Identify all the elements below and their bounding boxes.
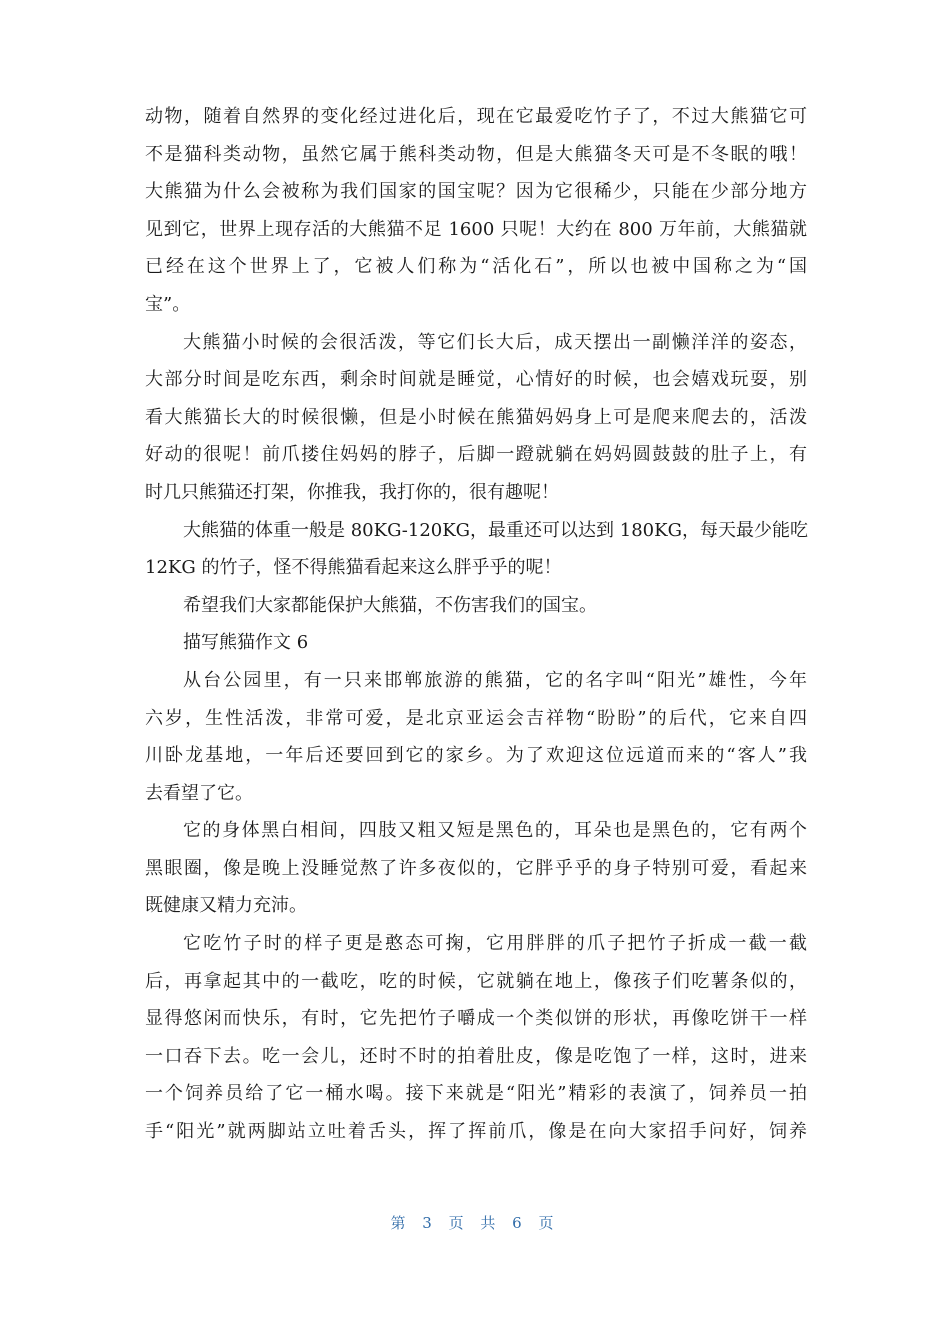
text-line: 希望我们大家都能保护大熊猫，不伤害我们的国宝。 xyxy=(183,594,597,616)
text-line: 它吃竹子时的样子更是憨态可掬，它用胖胖的爪子把竹子折成一截一截 xyxy=(183,933,807,955)
text-line: 12KG 的竹子，怪不得熊猫看起来这么胖乎乎的呢！ xyxy=(145,557,562,579)
text-line: 后，再拿起其中的一截吃，吃的时候，它就躺在地上，像孩子们吃薯条似的， xyxy=(145,970,807,992)
text-line: 川卧龙基地，一年后还要回到它的家乡。为了欢迎这位远道而来的“客人”我 xyxy=(145,745,807,767)
page-number-footer: 第 3 页 共 6 页 xyxy=(390,1214,560,1232)
text-line: 不是猫科类动物，虽然它属于熊科类动物，但是大熊猫冬天可是不冬眠的哦！ xyxy=(145,143,807,165)
text-line: 去看望了它。 xyxy=(145,782,253,804)
document-body xyxy=(145,98,807,1151)
text-line: 已经在这个世界上了，它被人们称为“活化石”，所以也被中国称之为“国 xyxy=(145,256,807,278)
text-line: 一口吞下去。吃一会儿，还时不时的拍着肚皮，像是吃饱了一样，这时，进来 xyxy=(145,1045,807,1067)
text-line: 好动的很呢！前爪搂住妈妈的脖子，后脚一蹬就躺在妈妈圆鼓鼓的肚子上，有 xyxy=(145,444,807,466)
text-line: 手“阳光”就两脚站立吐着舌头，挥了挥前爪，像是在向大家招手问好，饲养 xyxy=(145,1121,807,1143)
text-line: 既健康又精力充沛。 xyxy=(145,895,307,917)
text-line: 时几只熊猫还打架，你推我，我打你的，很有趣呢！ xyxy=(145,481,559,503)
text-line: 显得悠闲而快乐，有时，它先把竹子嚼成一个类似饼的形状，再像吃饼干一样 xyxy=(145,1008,807,1030)
text-line: 大熊猫的体重一般是 80KG-120KG，最重还可以达到 180KG，每天最少能吃 xyxy=(183,519,808,541)
text-line: 大熊猫为什么会被称为我们国家的国宝呢？因为它很稀少，只能在少部分地方 xyxy=(145,181,807,203)
text-line: 看大熊猫长大的时候很懒，但是小时候在熊猫妈妈身上可是爬来爬去的，活泼 xyxy=(145,406,807,428)
text-line: 从台公园里，有一只来邯郸旅游的熊猫，它的名字叫“阳光”雄性，今年 xyxy=(183,669,807,691)
text-line: 黑眼圈，像是晚上没睡觉熬了许多夜似的，它胖乎乎的身子特别可爱，看起来 xyxy=(145,857,807,879)
text-line: 一个饲养员给了它一桶水喝。接下来就是“阳光”精彩的表演了，饲养员一拍 xyxy=(145,1083,807,1105)
text-line: 见到它，世界上现存活的大熊猫不足 1600 只呢！大约在 800 万年前，大熊猫就 xyxy=(145,218,807,240)
text-line: 六岁，生性活泼，非常可爱，是北京亚运会吉祥物“盼盼”的后代，它来自四 xyxy=(145,707,807,729)
text-line: 它的身体黑白相间，四肢又粗又短是黑色的，耳朵也是黑色的，它有两个 xyxy=(183,820,807,842)
text-line: 大部分时间是吃东西，剩余时间就是睡觉，心情好的时候，也会嬉戏玩耍，别 xyxy=(145,369,807,391)
section-heading: 描写熊猫作文 6 xyxy=(183,632,309,654)
text-line: 宝”。 xyxy=(145,293,191,315)
text-line: 动物，随着自然界的变化经过进化后，现在它最爱吃竹子了，不过大熊猫它可 xyxy=(145,106,807,127)
text-line: 大熊猫小时候的会很活泼，等它们长大后，成天摆出一副懒洋洋的姿态， xyxy=(183,331,807,353)
